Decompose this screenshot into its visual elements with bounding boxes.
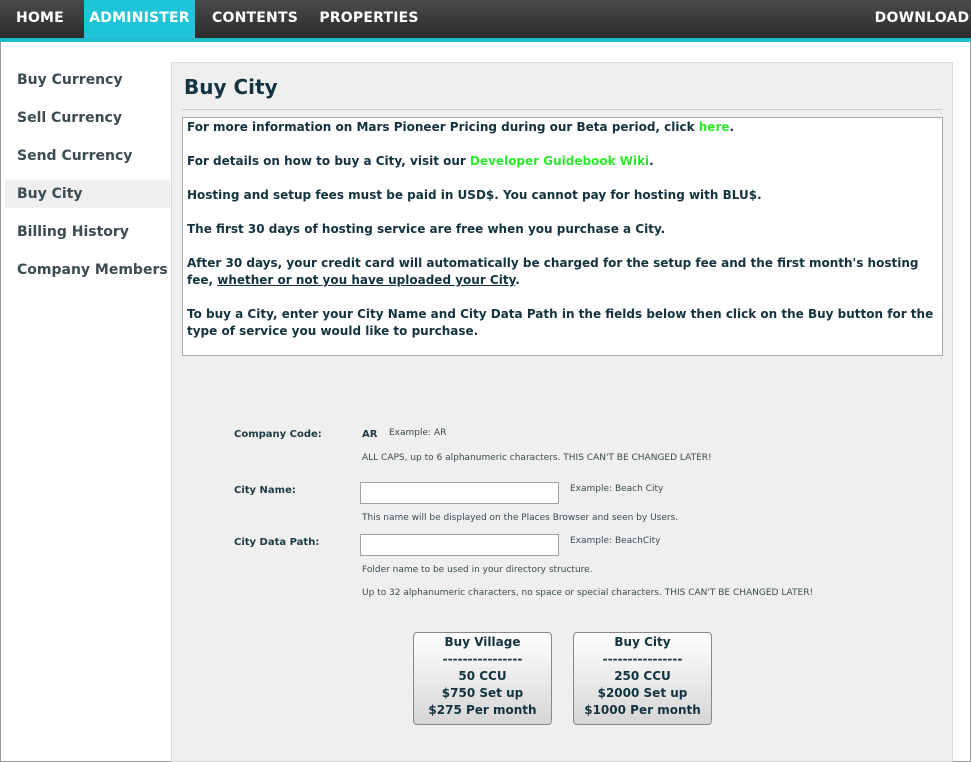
info-hosting-fees: Hosting and setup fees must be paid in USD$. You cannot pay for hosting with BLU$. [187, 188, 762, 202]
sidebar-item-billing-history[interactable]: Billing History [17, 224, 129, 240]
sidebar-item-sell-currency[interactable]: Sell Currency [17, 110, 122, 126]
info-auto-charge: After 30 days, your credit card will automatically be charged for the setup fee and the first month's hosting fee, whether or not you have uploaded your City. [187, 256, 919, 287]
tab-download[interactable]: DOWNLOAD [874, 10, 970, 26]
city-data-path-input[interactable] [360, 534, 559, 556]
company-code-label: Company Code: [234, 429, 322, 440]
city-name-example: Example: Beach City [570, 484, 664, 494]
city-data-path-example: Example: BeachCity [570, 536, 661, 546]
info-instructions: To buy a City, enter your City Name and City Data Path in the fields below then click on the Buy button for the type of service you would like to purchase. [187, 307, 934, 338]
company-code-example: Example: AR [389, 428, 447, 438]
sidebar-item-buy-city[interactable]: Buy City [5, 180, 170, 208]
city-data-path-hint: Folder name to be used in your directory structure. [362, 565, 593, 575]
page-title: Buy City [184, 75, 278, 99]
buy-city-button[interactable]: Buy City ---------------- 250 CCU $2000 Set up $1000 Per month [573, 632, 712, 725]
company-code-value: AR [362, 429, 378, 440]
sidebar-item-send-currency[interactable]: Send Currency [17, 148, 133, 164]
guidebook-wiki-link[interactable]: Developer Guidebook Wiki [470, 154, 650, 168]
main-panel [171, 62, 953, 762]
city-data-path-rules: Up to 32 alphanumeric characters, no space or special characters. THIS CAN'T BE CHANGED LATER! [362, 588, 814, 598]
tab-administer[interactable]: ADMINISTER [84, 0, 195, 38]
city-name-hint: This name will be displayed on the Places Browser and seen by Users. [362, 513, 679, 523]
info-free-days: The first 30 days of hosting service are free when you purchase a City. [187, 222, 666, 236]
tab-properties[interactable]: PROPERTIES [319, 10, 419, 26]
city-name-label: City Name: [234, 485, 296, 496]
info-pricing: For more information on Mars Pioneer Pricing during our Beta period, click here. [187, 120, 735, 134]
pricing-here-link[interactable]: here [698, 120, 730, 134]
info-guidebook: For details on how to buy a City, visit our Developer Guidebook Wiki. [187, 154, 654, 168]
buy-village-button[interactable]: Buy Village ---------------- 50 CCU $750 Set up $275 Per month [413, 632, 552, 725]
sidebar [5, 66, 170, 294]
company-code-hint: ALL CAPS, up to 6 alphanumeric characters. THIS CAN'T BE CHANGED LATER! [362, 453, 712, 463]
sidebar-item-buy-currency[interactable]: Buy Currency [17, 72, 123, 88]
info-box [182, 117, 943, 356]
city-name-input[interactable] [360, 482, 559, 504]
title-divider [182, 109, 942, 110]
sidebar-item-company-members[interactable]: Company Members [17, 262, 168, 278]
city-data-path-label: City Data Path: [234, 537, 320, 548]
tab-home[interactable]: HOME [16, 10, 64, 26]
tab-contents[interactable]: CONTENTS [212, 10, 298, 26]
upload-notice: whether or not you have uploaded your City [217, 273, 516, 287]
top-nav [0, 0, 971, 42]
